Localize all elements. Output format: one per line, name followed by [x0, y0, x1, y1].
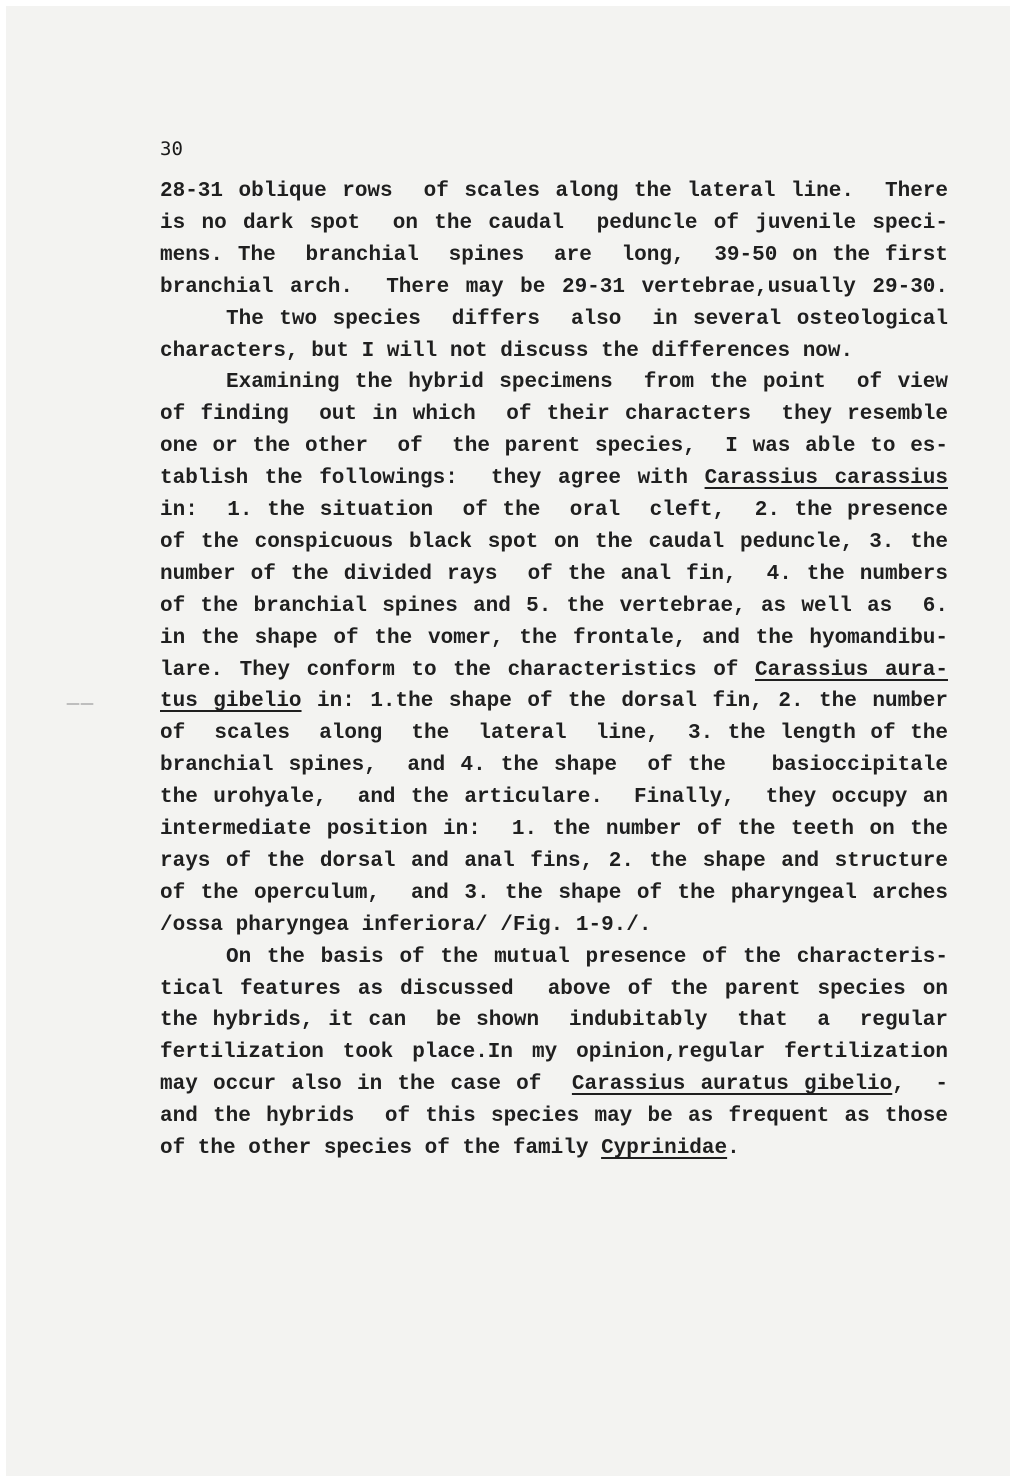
text-line: [226, 304, 948, 336]
text-segment: is no dark spot on the caudal peduncle of juvenile speci-: [160, 211, 948, 235]
text-line: [160, 1005, 948, 1037]
text-segment: tablish the followings: they agree with: [160, 467, 705, 491]
text-segment: mens. The branchial spines are long, 39-50 on the first: [160, 243, 948, 267]
text-segment: 28-31 oblique rows of scales along the lateral line. There: [160, 180, 948, 203]
text-segment: Carassius carassius: [704, 467, 948, 491]
text-segment: intermediate position in: 1. the number of the teeth on the: [160, 818, 948, 841]
text-segment: branchial arch. There may be 29-31 vertebrae,usually 29-30.: [160, 275, 948, 299]
text-segment: fertilization took place.In my opinion,regular fertilization: [160, 1041, 948, 1065]
text-segment: rays of the dorsal and anal fins, 2. the shape and structure: [160, 849, 948, 873]
text-segment: The two species differs also in several osteological: [226, 307, 948, 331]
text-segment: the urohyale, and the articulare. Finally, they occupy an: [160, 786, 948, 810]
text-segment: branchial spines, and 4. the shape of the basioccipitale: [160, 754, 948, 778]
text-segment: in the shape of the vomer, the frontale, and the hyomandibu-: [160, 626, 948, 650]
text-line: [160, 1037, 948, 1069]
text-line: [160, 655, 948, 687]
text-line: [160, 750, 948, 782]
text-line: [160, 272, 948, 304]
text-segment: Carassius aura-: [754, 658, 948, 682]
text-segment: /ossa pharyngea inferiora/ /Fig. 1-9./.: [160, 913, 652, 937]
text-line: [160, 974, 948, 1006]
text-segment: of the other species of the family: [160, 1137, 602, 1160]
text-line: [160, 718, 948, 750]
text-line: [160, 176, 948, 208]
text-line: [160, 1101, 948, 1133]
text-segment: of the branchial spines and 5. the vertebrae, as well as 6.: [160, 594, 948, 618]
text-segment: of finding out in which of their characters they resemble: [160, 403, 948, 427]
text-line: [160, 1069, 948, 1101]
text-segment: lare. They conform to the characteristics of: [160, 658, 755, 682]
text-line: [160, 240, 948, 272]
text-line: [160, 336, 948, 368]
text-segment: , -: [892, 1073, 948, 1097]
text-line: [160, 782, 948, 814]
margin-dash: ——: [66, 696, 94, 712]
text-line: [160, 495, 948, 527]
text-segment: Examining the hybrid specimens from the point of view: [226, 371, 948, 395]
text-line: [160, 527, 948, 559]
text-segment: tical features as discussed above of the parent species on: [160, 977, 948, 1001]
text-line: [160, 878, 948, 910]
text-segment: .: [727, 1137, 740, 1160]
text-segment: the hybrids, it can be shown indubitably that a regular: [160, 1009, 948, 1033]
text-line: [160, 686, 948, 718]
text-segment: of the operculum, and 3. the shape of the pharyngeal arches: [160, 881, 948, 905]
text-line: [160, 431, 948, 463]
text-segment: may occur also in the case of: [160, 1073, 572, 1097]
text-segment: Cyprinidae: [601, 1137, 728, 1160]
text-line: [160, 814, 948, 846]
scanned-page: [6, 6, 1010, 1476]
text-segment: tus gibelio: [160, 690, 302, 714]
text-line: [160, 846, 948, 878]
text-line: [160, 559, 948, 591]
text-segment: and the hybrids of this species may be as frequent as those: [160, 1105, 948, 1129]
text-line: [160, 399, 948, 431]
text-line: [160, 623, 948, 655]
text-segment: of the conspicuous black spot on the caudal peduncle, 3. the: [160, 530, 948, 554]
text-segment: in: 1. the situation of the oral cleft, 2. the presence: [160, 499, 948, 522]
text-line: [160, 1133, 948, 1165]
text-line: [160, 208, 948, 240]
text-segment: number of the divided rays of the anal fin, 4. the numbers: [160, 562, 948, 586]
text-line: [160, 910, 948, 942]
text-line: [226, 367, 948, 399]
page-number: 30: [160, 138, 183, 160]
text-segment: one or the other of the parent species, I was able to es-: [160, 435, 948, 459]
text-segment: On the basis of the mutual presence of the characteris-: [226, 945, 948, 969]
text-line: [160, 591, 948, 623]
text-segment: characters, but I will not discuss the differences now.: [160, 339, 854, 363]
text-segment: in: 1.the shape of the dorsal fin, 2. the number: [301, 690, 948, 714]
text-line: [226, 942, 948, 974]
text-segment: of scales along the lateral line, 3. the length of the: [160, 722, 948, 746]
text-segment: Carassius auratus gibelio: [571, 1073, 893, 1097]
text-line: [160, 463, 948, 495]
